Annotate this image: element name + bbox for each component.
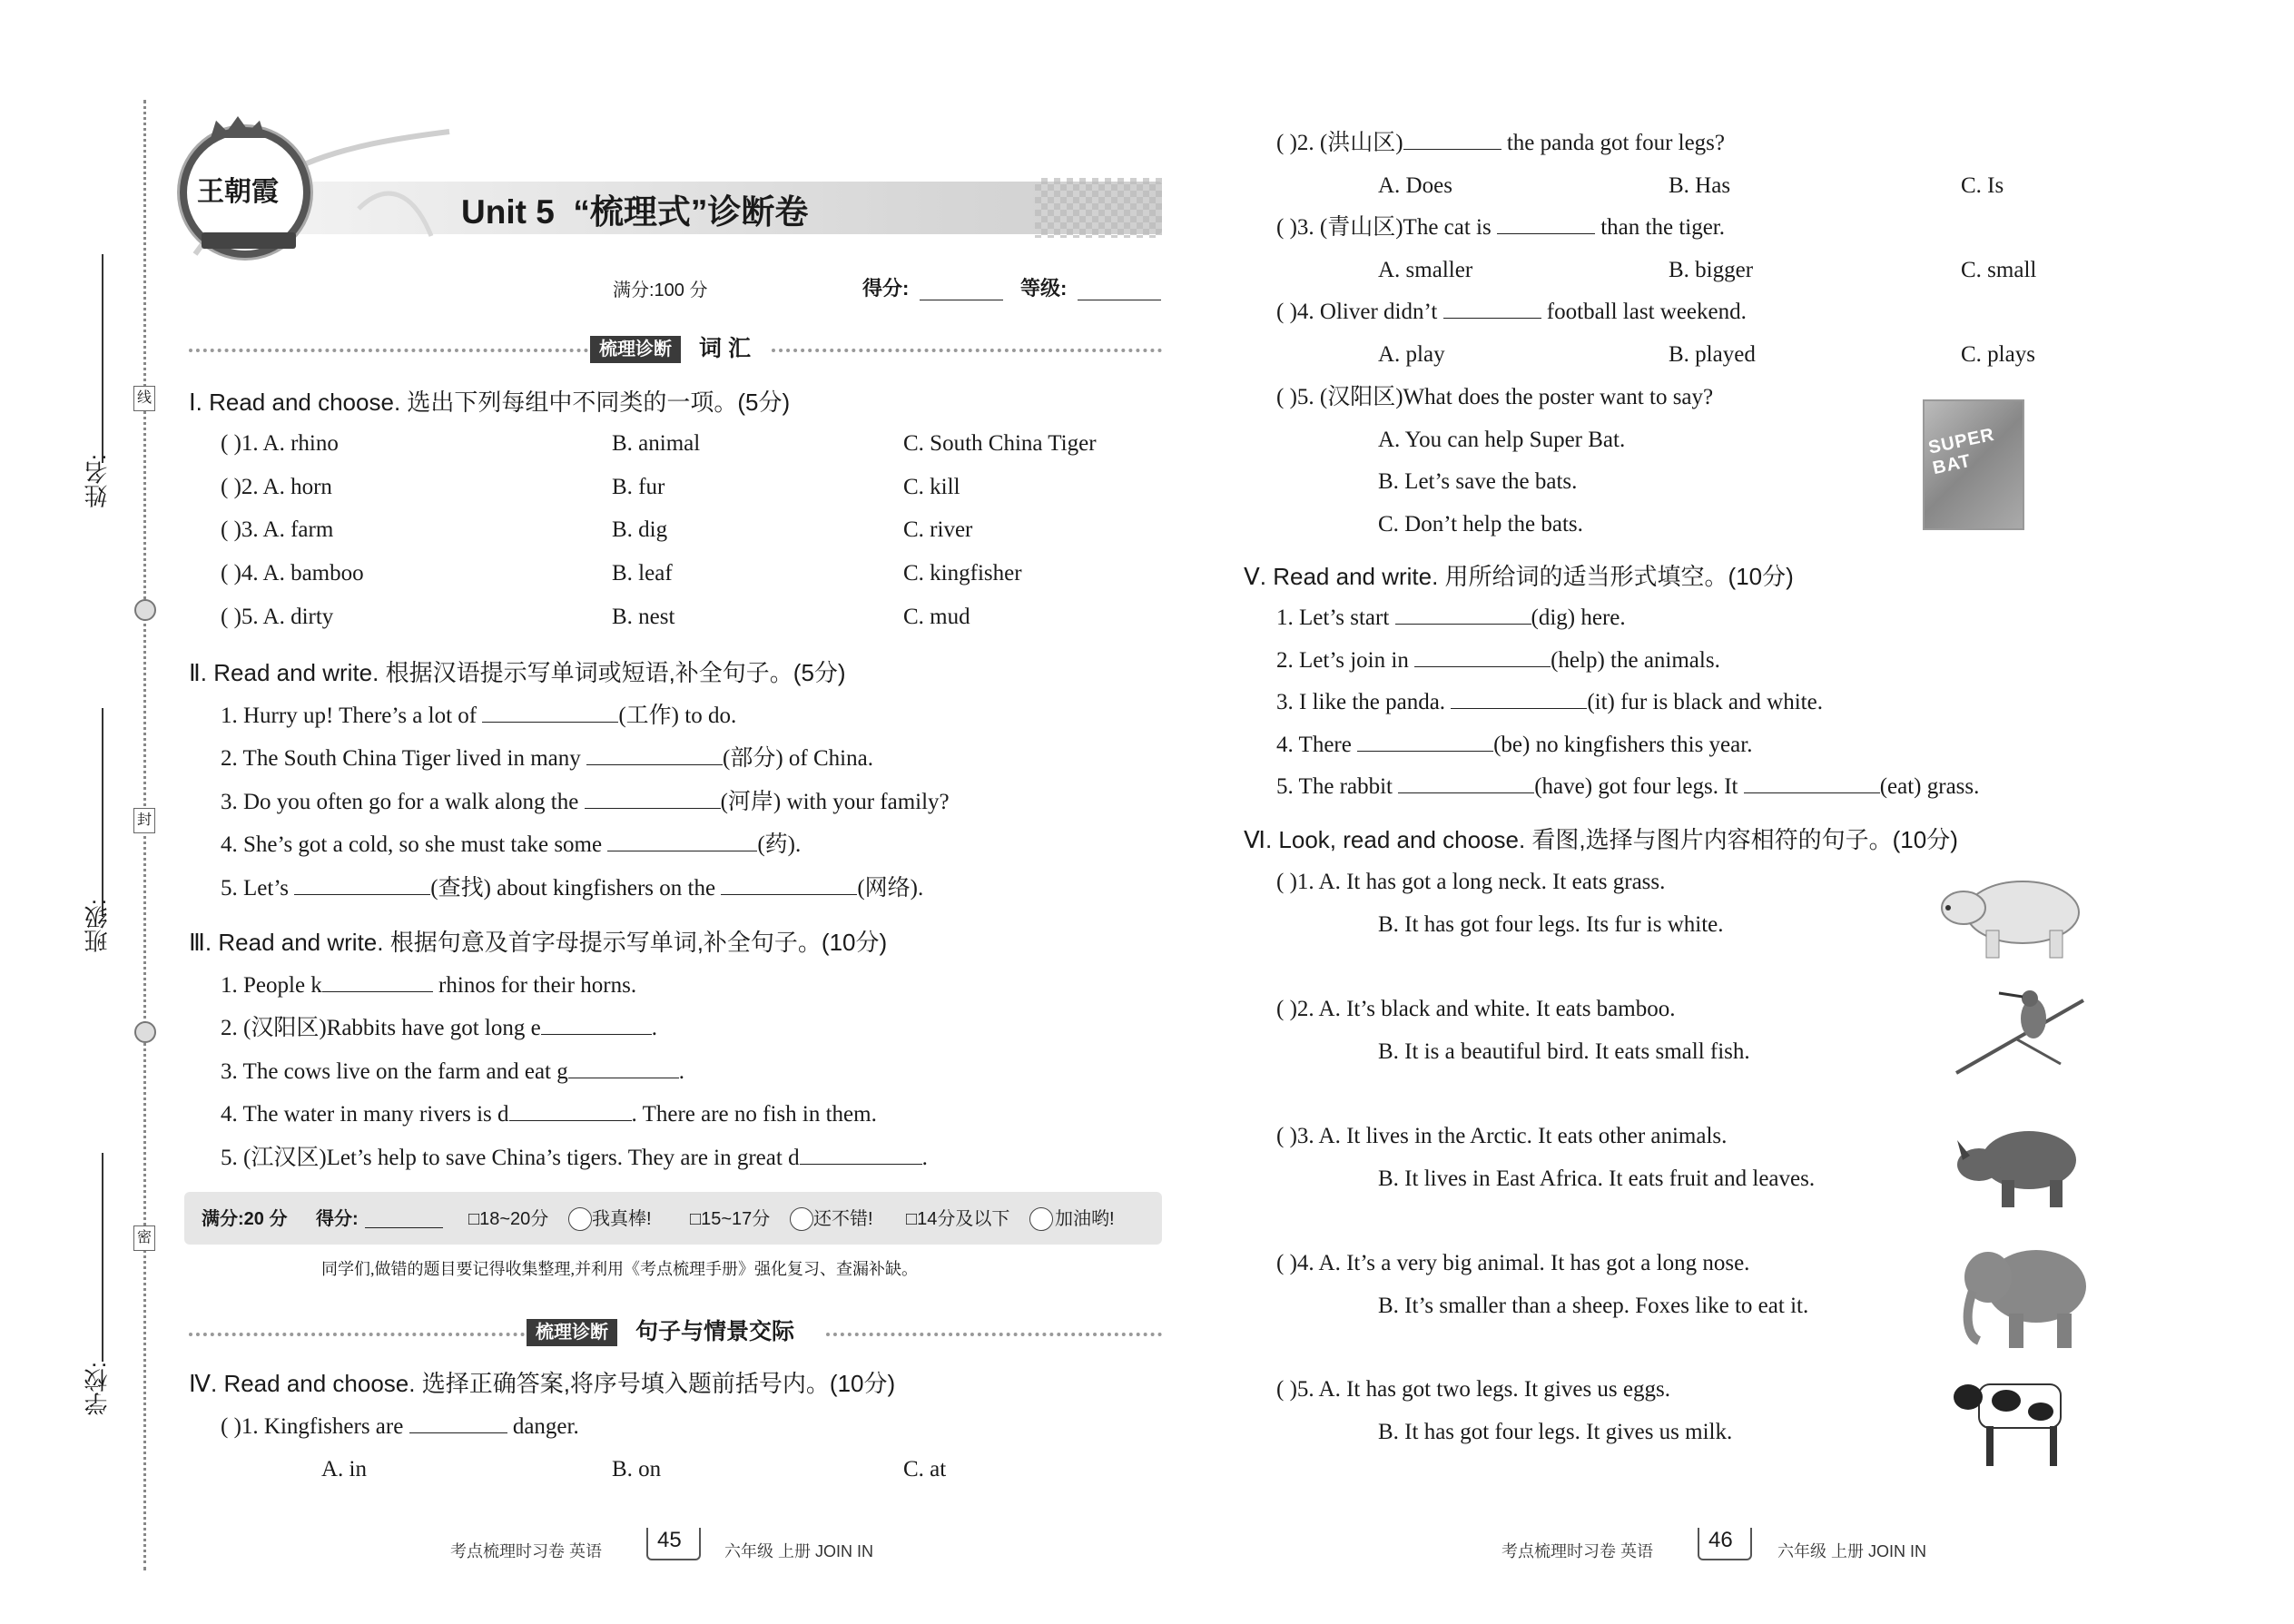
section3-line-3: 3. The cows live on the farm and eat g .	[221, 1059, 685, 1084]
answer-blank[interactable]	[721, 874, 857, 895]
section5-line-2: 2. Let’s join in (help) the animals.	[1276, 648, 1720, 673]
cow-image	[1943, 1366, 2088, 1475]
seal-mark-2: 封	[133, 808, 155, 833]
polar-bear-image	[1932, 862, 2086, 962]
section1-option-b[interactable]: B. dig	[612, 517, 668, 542]
elephant-image	[1950, 1236, 2095, 1354]
q4-option-b[interactable]: B. played	[1669, 342, 1756, 367]
logo-text: 王朝霞	[197, 176, 279, 208]
q3-option-b[interactable]: B. bigger	[1669, 258, 1754, 282]
score-option-2-text: 还不错!	[813, 1209, 873, 1229]
answer-blank[interactable]	[607, 831, 757, 851]
score-option-2[interactable]: □15~17分	[690, 1209, 771, 1229]
poster-text: SUPER BAT	[1926, 424, 1997, 479]
q4-option-c[interactable]: C. plays	[1961, 342, 2035, 367]
score-option-1[interactable]: □18~20分	[468, 1209, 549, 1229]
section1-option-b[interactable]: B. animal	[612, 431, 701, 456]
answer-blank[interactable]	[541, 1014, 652, 1035]
section6-option-a[interactable]: ( )5. A. It has got two legs. It gives us eggs.	[1276, 1377, 1670, 1402]
q1-option-b[interactable]: B. on	[612, 1457, 662, 1481]
score-option-3-text: 加油哟!	[1055, 1209, 1115, 1229]
score-bar-full: 满分:20 分	[202, 1209, 288, 1229]
section-tag: 梳理诊断	[527, 1319, 617, 1346]
footer-left-book: 考点梳理时习卷 英语	[450, 1542, 603, 1560]
class-underline	[102, 708, 103, 917]
section2-line-1: 1. Hurry up! There’s a lot of (工作) to do.	[221, 704, 737, 728]
divider-right	[826, 1333, 1162, 1336]
section4-q3: ( )3. (青山区)The cat is than the tiger.	[1276, 215, 1726, 240]
footer-right-grade: 六年级 上册 JOIN IN	[1777, 1542, 1927, 1560]
score-bar-field[interactable]	[365, 1227, 443, 1228]
answer-blank[interactable]	[322, 971, 433, 992]
school-underline	[102, 1153, 103, 1362]
section6-option-b[interactable]: B. It is a beautiful bird. It eats small fish.	[1378, 1039, 1750, 1064]
answer-blank[interactable]	[1395, 604, 1531, 625]
section1-option-b[interactable]: B. nest	[612, 605, 675, 629]
section3-line-2: 2. (汉阳区)Rabbits have got long e .	[221, 1016, 657, 1040]
answer-blank[interactable]	[1744, 773, 1880, 793]
kingfisher-image	[1952, 982, 2088, 1082]
section1-heading: Ⅰ. Read and choose. 选出下列每组中不同类的一项。(5分)	[189, 389, 791, 416]
banner-checker	[1035, 178, 1162, 238]
answer-blank[interactable]	[568, 1058, 679, 1078]
answer-blank[interactable]	[1443, 298, 1541, 319]
divider-left	[189, 349, 588, 352]
section5-line-3: 3. I like the panda. (it) fur is black and white.	[1276, 690, 1823, 714]
seal-mark-3: 密	[133, 1225, 155, 1251]
section5-line-4: 4. There (be) no kingfishers this year.	[1276, 733, 1753, 757]
answer-blank[interactable]	[1398, 773, 1534, 793]
cheer-icon	[1029, 1207, 1053, 1231]
name-underline	[102, 254, 103, 463]
section6-option-a[interactable]: ( )1. A. It has got a long neck. It eats grass.	[1276, 870, 1666, 894]
section4-q4: ( )4. Oliver didn’t football last weekend.	[1276, 300, 1747, 324]
section6-option-b[interactable]: B. It lives in East Africa. It eats fruit and leaves.	[1378, 1166, 1816, 1191]
section4-heading: Ⅳ. Read and choose. 选择正确答案,将序号填入题前括号内。(10分)	[189, 1370, 896, 1397]
q5-option-a[interactable]: A. You can help Super Bat.	[1378, 428, 1626, 452]
score-bar-score: 得分:	[316, 1209, 359, 1229]
section2-line-5: 5. Let’s (查找) about kingfishers on the (网络).	[221, 876, 924, 901]
section3-line-1: 1. People k rhinos for their horns.	[221, 973, 637, 998]
section1-option-b[interactable]: B. leaf	[612, 561, 673, 586]
section6-heading: Ⅵ. Look, read and choose. 看图,选择与图片内容相符的句子。(10分)	[1244, 826, 1958, 853]
section2-line-2: 2. The South China Tiger lived in many (部分) of China.	[221, 746, 873, 771]
section-tag: 梳理诊断	[590, 336, 681, 363]
answer-blank[interactable]	[1357, 731, 1493, 752]
school-label: 学校:	[84, 1362, 111, 1416]
q2-option-c[interactable]: C. Is	[1961, 173, 2004, 198]
q5-option-b[interactable]: B. Let’s save the bats.	[1378, 469, 1578, 494]
answer-blank[interactable]	[409, 1412, 507, 1433]
q1-option-c[interactable]: C. at	[903, 1457, 947, 1481]
binding-hole-icon	[134, 599, 156, 621]
smiley-icon	[568, 1207, 592, 1231]
section6-option-a[interactable]: ( )2. A. It’s black and white. It eats bamboo.	[1276, 997, 1676, 1021]
binding-hole-icon	[134, 1021, 156, 1043]
answer-blank[interactable]	[1403, 129, 1501, 150]
section1-item-number-option-a[interactable]: ( )1. A. rhino	[221, 431, 339, 456]
section3-heading: Ⅲ. Read and write. 根据句意及首字母提示写单词,补全句子。(10分)	[189, 929, 888, 956]
class-label: 班级:	[84, 899, 111, 953]
section1-option-c[interactable]: C. river	[903, 517, 973, 542]
smiley-icon	[790, 1207, 813, 1231]
q4-option-a[interactable]: A. play	[1378, 342, 1445, 367]
section6-option-b[interactable]: B. It’s smaller than a sheep. Foxes like to eat it.	[1378, 1294, 1809, 1318]
binding-dotted-line	[143, 100, 146, 1570]
section4-q5: ( )5. (汉阳区)What does the poster want to say?	[1276, 385, 1714, 409]
section1-option-c[interactable]: C. South China Tiger	[903, 431, 1097, 456]
q3-option-c[interactable]: C. small	[1961, 258, 2037, 282]
section1-option-c[interactable]: C. mud	[903, 605, 970, 629]
answer-blank[interactable]	[585, 788, 721, 809]
logo-ribbon	[202, 232, 296, 249]
section1-item-number-option-a[interactable]: ( )3. A. farm	[221, 517, 334, 542]
score-option-1-text: 我真棒!	[592, 1209, 652, 1229]
section3-line-4: 4. The water in many rivers is d . There are no fish in them.	[221, 1102, 877, 1127]
score-label: 得分:	[862, 277, 910, 300]
score-bar-note: 同学们,做错的题目要记得收集整理,并利用《考点梳理手册》强化复习、查漏补缺。	[321, 1260, 918, 1278]
name-label: 姓名:	[84, 454, 111, 508]
section2-line-3: 3. Do you often go for a walk along the (河岸) with your family?	[221, 790, 950, 814]
answer-blank[interactable]	[1414, 646, 1551, 667]
section5-line-5: 5. The rabbit (have) got four legs. It (eat) grass.	[1276, 774, 1980, 799]
footer-left-grade: 六年级 上册 JOIN IN	[724, 1542, 874, 1560]
grade-label: 等级:	[1020, 277, 1068, 300]
section-tag-title: 句子与情景交际	[635, 1319, 795, 1344]
answer-blank[interactable]	[586, 744, 723, 765]
answer-blank[interactable]	[1497, 213, 1595, 234]
answer-blank[interactable]	[294, 874, 430, 895]
section3-line-5: 5. (江汉区)Let’s help to save China’s tigers. They are in great d .	[221, 1146, 928, 1170]
section6-option-a[interactable]: ( )4. A. It’s a very big animal. It has got a long nose.	[1276, 1251, 1750, 1275]
section2-heading: Ⅱ. Read and write. 根据汉语提示写单词或短语,补全句子。(5分)	[189, 659, 846, 686]
section4-q2: ( )2. (洪山区) the panda got four legs?	[1276, 131, 1726, 155]
answer-blank[interactable]	[509, 1100, 632, 1121]
q1-option-a[interactable]: A. in	[321, 1457, 367, 1481]
q2-option-a[interactable]: A. Does	[1378, 173, 1452, 198]
seal-mark-1: 线	[133, 386, 155, 411]
q3-option-a[interactable]: A. smaller	[1378, 258, 1473, 282]
super-bat-poster-image	[1923, 399, 2024, 530]
rhino-image	[1952, 1115, 2088, 1215]
page-title: Unit 5 “梳理式”诊断卷	[461, 193, 809, 231]
section1-option-b[interactable]: B. fur	[612, 475, 665, 499]
section1-item-number-option-a[interactable]: ( )4. A. bamboo	[221, 561, 364, 586]
section1-item-number-option-a[interactable]: ( )2. A. horn	[221, 475, 332, 499]
section1-option-c[interactable]: C. kill	[903, 475, 960, 499]
section-tag-title: 词 汇	[699, 336, 751, 361]
section4-q1: ( )1. Kingfishers are danger.	[221, 1414, 579, 1439]
answer-blank[interactable]	[1451, 688, 1587, 709]
answer-blank[interactable]	[800, 1144, 922, 1165]
full-score: 满分:100 分	[613, 281, 708, 300]
q2-option-b[interactable]: B. Has	[1669, 173, 1731, 198]
section6-option-b[interactable]: B. It has got four legs. It gives us milk.	[1378, 1420, 1733, 1444]
section1-option-c[interactable]: C. kingfisher	[903, 561, 1022, 586]
q5-option-c[interactable]: C. Don’t help the bats.	[1378, 512, 1583, 536]
section1-item-number-option-a[interactable]: ( )5. A. dirty	[221, 605, 334, 629]
section6-option-a[interactable]: ( )3. A. It lives in the Arctic. It eats other animals.	[1276, 1124, 1728, 1148]
divider-right	[772, 349, 1162, 352]
footer-right-page: 46	[1708, 1528, 1733, 1552]
footer-right-book: 考点梳理时习卷 英语	[1501, 1542, 1654, 1560]
section6-option-b[interactable]: B. It has got four legs. Its fur is white.	[1378, 912, 1724, 937]
section2-line-4: 4. She’s got a cold, so she must take some (药).	[221, 832, 802, 857]
section5-line-1: 1. Let’s start (dig) here.	[1276, 605, 1626, 630]
answer-blank[interactable]	[482, 702, 618, 723]
divider-left	[189, 1333, 525, 1336]
footer-left-page: 45	[657, 1528, 682, 1552]
section5-heading: Ⅴ. Read and write. 用所给词的适当形式填空。(10分)	[1244, 563, 1794, 590]
score-option-3[interactable]: □14分及以下	[906, 1209, 1010, 1229]
